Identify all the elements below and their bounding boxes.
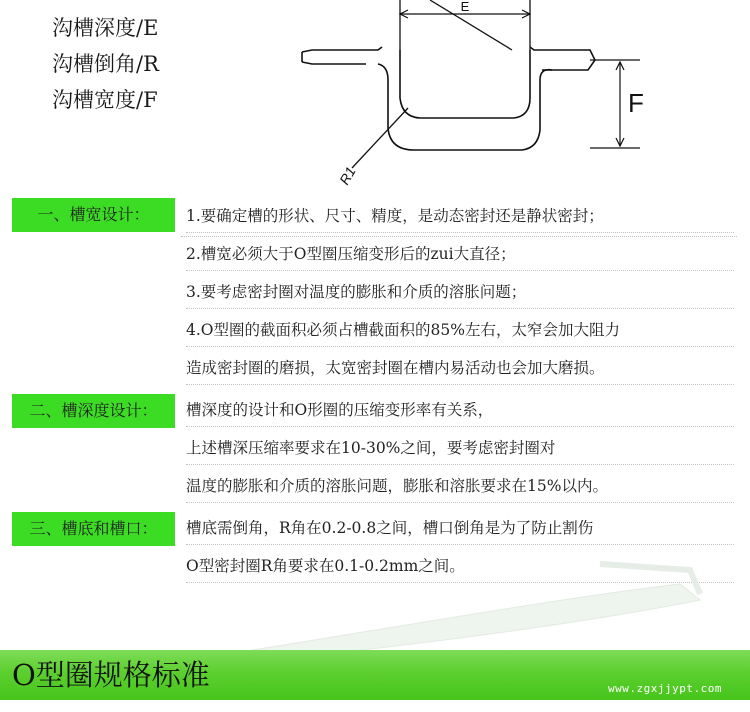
legend-groove-chamfer: 沟槽倒角/R: [52, 52, 159, 76]
diagram-label-r: R1: [335, 163, 359, 188]
text-line: 槽底需倒角，R角在0.2-0.8之间，槽口倒角是为了防止割伤: [186, 514, 734, 545]
dimension-legend: [52, 10, 159, 118]
diagram-label-f: F: [628, 88, 644, 118]
section-label-groove-width: 一、槽宽设计：: [12, 198, 175, 232]
legend-groove-width: 沟槽宽度/F: [52, 88, 158, 112]
text-line: O型密封圈R角要求在0.1-0.2mm之间。: [186, 552, 734, 583]
section-label-groove-depth: 二、槽深度设计：: [12, 394, 175, 428]
section-label-groove-bottom: 三、槽底和槽口：: [12, 512, 175, 546]
text-line: 造成密封圈的磨损，太宽密封圈在槽内易活动也会加大磨损。: [186, 354, 734, 385]
text-line: 3.要考虑密封圈对温度的膨胀和介质的溶胀问题；: [186, 278, 734, 309]
text-line: 4.O型圈的截面积必须占槽截面积的85%左右，太窄会加大阻力: [186, 316, 734, 347]
groove-diagram: [290, 0, 650, 195]
diagram-label-e: E: [460, 0, 470, 14]
footer-url: www.zgxjjypt.com: [608, 682, 722, 695]
text-line: 槽深度的设计和O形圈的压缩变形率有关系，: [186, 396, 734, 427]
text-line: 温度的膨胀和介质的溶胀问题，膨胀和溶胀要求在15%以内。: [186, 472, 734, 503]
footer-title: O型圈规格标准: [12, 658, 210, 692]
text-line: 2.槽宽必须大于O型圈压缩变形后的zui大直径；: [186, 240, 734, 271]
decorative-watermark: [0, 560, 750, 660]
text-line: 1.要确定槽的形状、尺寸、精度，是动态密封还是静状密封；: [186, 202, 734, 233]
text-line: 上述槽深压缩率要求在10-30%之间，要考虑密封圈对: [186, 434, 734, 465]
footer-bar: [0, 650, 750, 700]
divider: [181, 236, 737, 237]
legend-groove-depth: 沟槽深度/E: [52, 16, 159, 40]
